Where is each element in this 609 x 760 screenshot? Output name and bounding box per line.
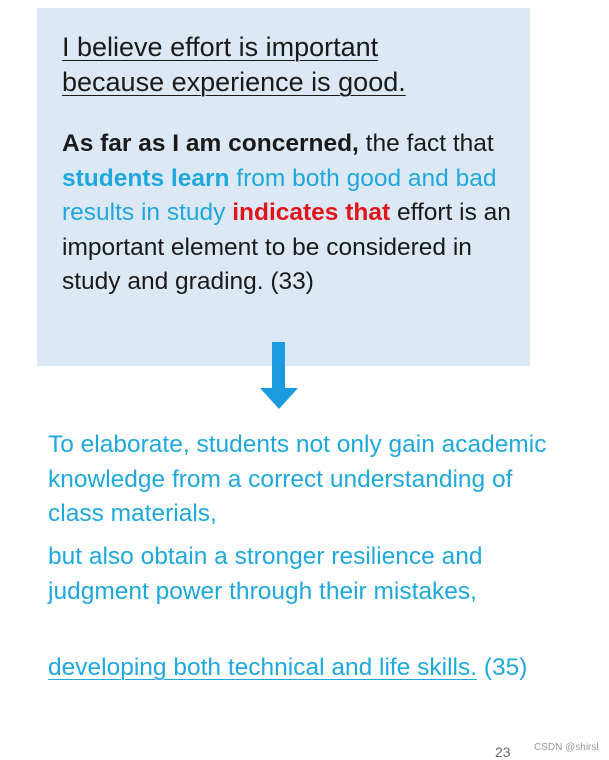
elaboration-part-2: but also obtain a stronger resilience and judgment power through their mistakes, [48, 543, 483, 605]
highlight-students-learn: students learn [62, 164, 230, 192]
paragraph-text-3: effort is an important element to be considered in study and grading. (33) [62, 199, 511, 295]
heading-line-1: I believe effort is important [62, 32, 379, 62]
heading-line-2: because experience is good. [62, 67, 406, 97]
down-arrow-icon [259, 342, 299, 410]
page-number: 23 [495, 744, 511, 760]
supporting-paragraph [62, 127, 522, 300]
elaboration-part-3 [48, 651, 568, 686]
lead-phrase: As far as I am concerned, [62, 130, 359, 157]
elaboration-part-1: To elaborate, students not only gain academic knowledge from a correct understanding of class materials, [48, 431, 547, 527]
watermark: CSDN @shirsl [534, 742, 599, 753]
elaboration-word-count: (35) [477, 654, 528, 681]
heading-claim [62, 30, 522, 100]
highlight-indicates-that: indicates that [232, 199, 391, 226]
paragraph-text-1: the fact that [358, 130, 494, 157]
paragraph-text-2: from both good and bad results in study [62, 164, 497, 226]
elaboration-underlined-phrase: developing both technical and life skills. [48, 654, 478, 681]
